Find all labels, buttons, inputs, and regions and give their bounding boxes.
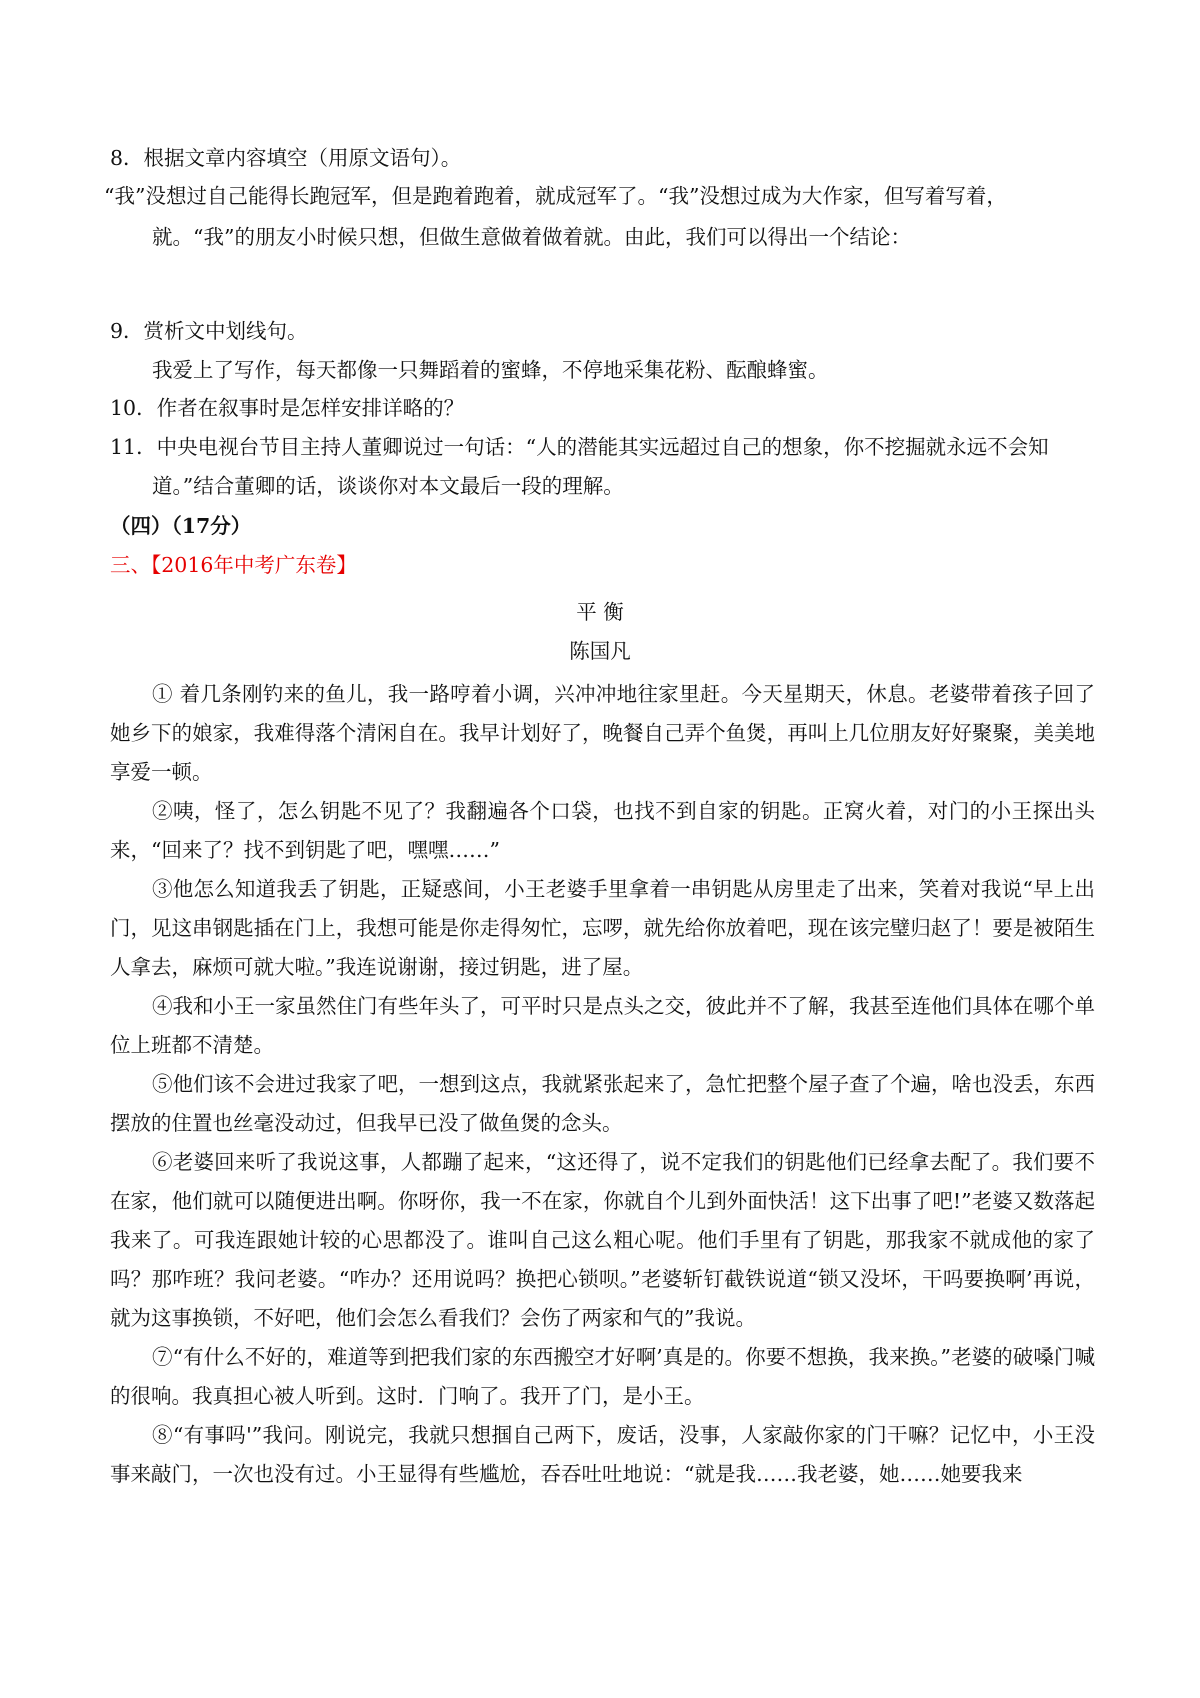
paragraph-4: ④我和小王一家虽然住门有些年头了，可平时只是点头之交，彼此并不了解，我甚至连他们具体在哪个单位上班都不清楚。 [110,994,1095,1057]
question-8-line-2: 就。“我”的朋友小时候只想，但做生意做着做着就。由此，我们可以得出一个结论： [152,225,911,249]
question-11-line-2: 道。”结合董卿的话，谈谈你对本文最后一段的理解。 [152,474,624,498]
question-9-title: 9．赏析文中划线句。 [110,319,308,343]
question-8-line-1: “我”没想过自己能得长跑冠军，但是跑着跑着，就成冠军了。“我”没想过成为大作家，但写着写着， [104,184,1007,208]
question-8-title: 8．根据文章内容填空（用原文语句）。 [110,146,462,170]
question-11-line-1: 11．中央电视台节目主持人董卿说过一句话：“人的潜能其实远超过自己的想象，你不挖掘就永远不会知 [110,435,1049,459]
question-9-text: 我爱上了写作，每天都像一只舞蹈着的蜜蜂，不停地采集花粉、酝酿蜂蜜。 [152,358,829,382]
paragraph-2: ②咦，怪了，怎么钥匙不见了？我翻遍各个口袋，也找不到自家的钥匙。正窝火着，对门的小王探出头来，“回来了？找不到钥匙了吧，嘿嘿……” [110,799,1095,862]
article-body [0,675,1200,1494]
paragraph-5: ⑤他们该不会进过我家了吧，一想到这点，我就紧张起来了，急忙把整个屋子查了个遍，啥也没丢，东西摆放的住置也丝毫没动过，但我早已没了做鱼煲的念头。 [110,1072,1095,1135]
question-10: 10．作者在叙事时是怎样安排详略的？ [110,396,465,420]
section-three-heading: 三、【2016年中考广东卷】 [110,553,357,577]
section-four-heading: （四）（17分） [110,514,252,538]
paragraph-7: ⑦“有什么不好的，难道等到把我们家的东西搬空才好啊’真是的。你要不想换，我来换。”老婆的破嗓门喊的很响。我真担心被人听到。这时．门响了。我开了门，是小王。 [110,1345,1095,1408]
paragraph-6: ⑥老婆回来听了我说这事，人都蹦了起来，“这还得了，说不定我们的钥匙他们已经拿去配了。我们要不在家，他们就可以随便进出啊。你呀你，我一不在家，你就自个儿到外面快活！这下出事了吧!”老婆又数落起我来了。可我连跟她计较的心思都没了。谁叫自己这么粗心呢。他们手里有了钥匙，那我家不就成他的家了吗？那咋班？我问老婆。“咋办？还用说吗？换把心锁呗。”老婆斩钉截铁说道“锁又没坏，干吗要换啊’再说，就为这事换锁，不好吧，他们会怎么看我们？会伤了两家和气的”我说。 [110,1150,1095,1330]
paragraph-8: ⑧“有事吗'”我问。刚说完，我就只想掴自己两下，废话，没事，人家敲你家的门干嘛？记忆中，小王没事来敲门，一次也没有过。小王显得有些尴尬，吞吞吐吐地说：“就是我……我老婆，她……她要我来 [110,1423,1095,1486]
paragraph-3: ③他怎么知道我丢了钥匙，正疑惑间，小王老婆手里拿着一串钥匙从房里走了出来，笑着对我说“早上出门，见这串钢匙插在门上，我想可能是你走得匆忙，忘啰，就先给你放着吧，现在该完璧归赵了！要是被陌生人拿去，麻烦可就大啦。”我连说谢谢，接过钥匙，进了屋。 [110,877,1095,979]
article-title: 平 衡 [576,600,624,624]
paragraph-1: ① 着几条刚钓来的鱼儿，我一路哼着小调，兴冲冲地往家里赶。今天星期天，休息。老婆带着孩子回了她乡下的娘家，我难得落个清闲自在。我早计划好了，晚餐自己弄个鱼煲，再叫上几位朋友好好聚聚，美美地享爱一顿。 [110,682,1095,784]
article-author: 陈国凡 [569,639,631,663]
